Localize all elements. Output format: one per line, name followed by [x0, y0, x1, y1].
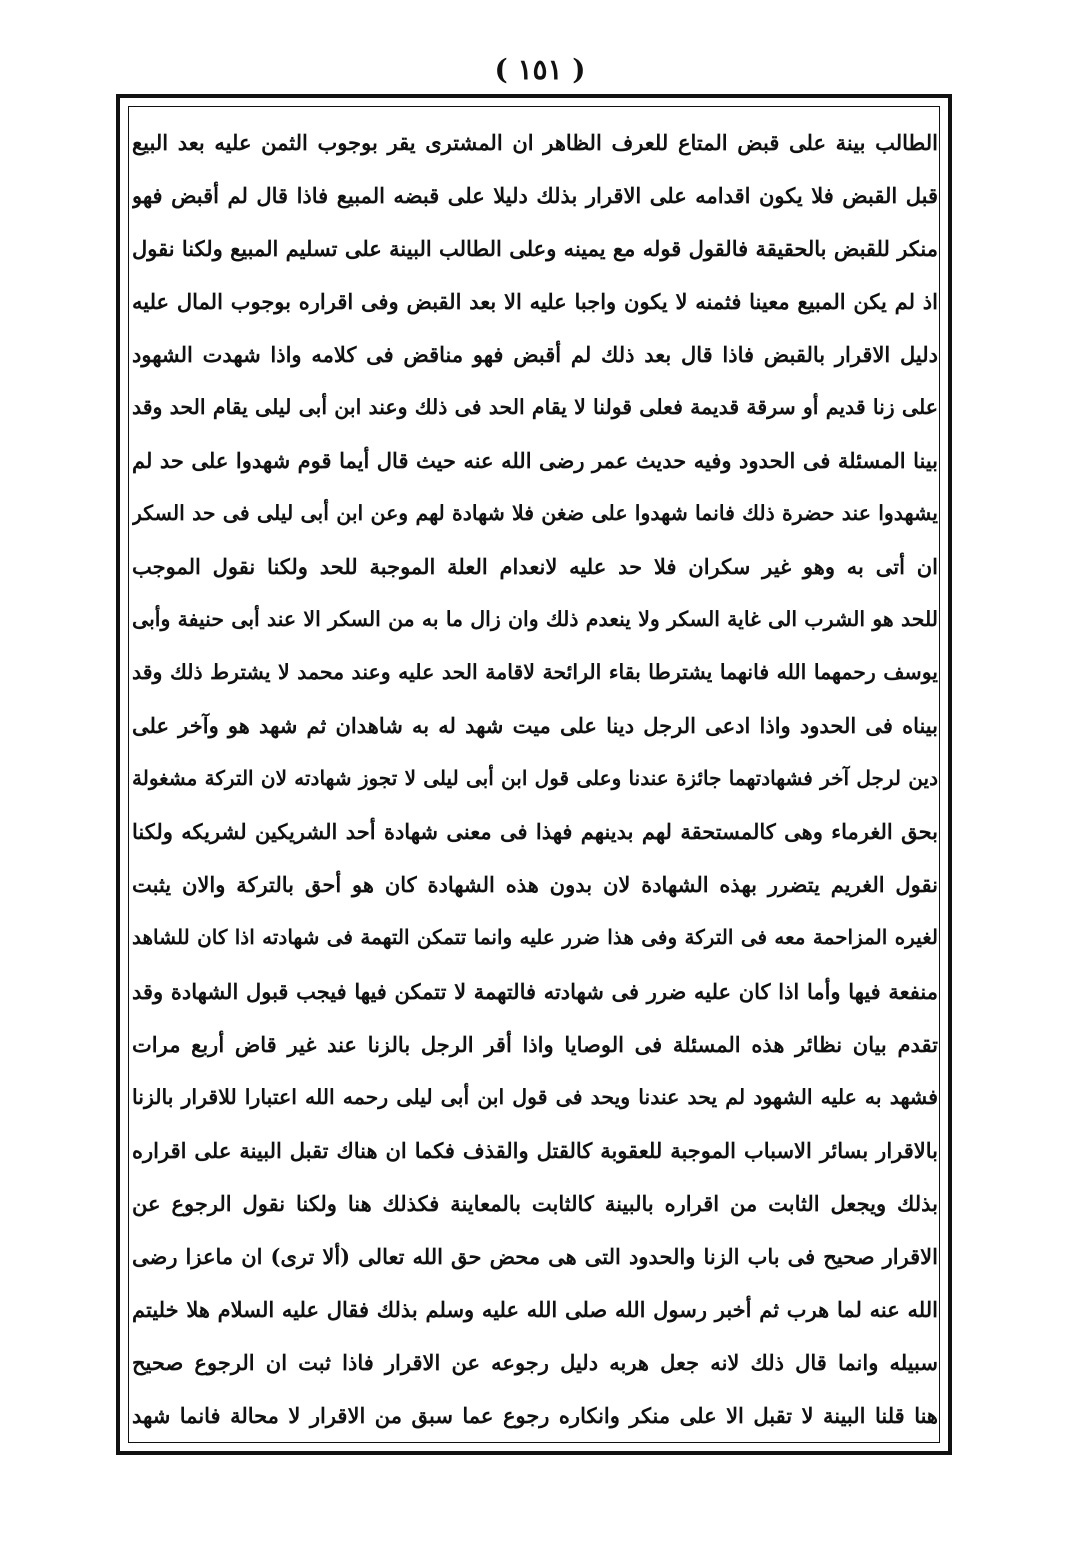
text-line: دين لرجل آخر فشهادتهما جائزة عندنا وعلى قول ابن أبى ليلى لا تجوز شهادته لان التركة مشغولة: [132, 766, 938, 791]
text-line: اذ لم يكن المبيع معينا فثمنه لا يكون واجبا عليه الا بعد القبض وفى اقراره بوجوب المال عليه: [132, 289, 938, 315]
page-number: ( ١٥١ ): [494, 53, 586, 86]
text-line: منكر للقبض بالحقيقة فالقول قوله مع يمينه وعلى الطالب البينة على تسليم المبيع ولكنا نقول: [132, 236, 938, 262]
text-line: قبل القبض فلا يكون اقدامه على الاقرار بذلك دليلا على قبضه المبيع فاذا قال لم أقبض فهو: [132, 183, 938, 209]
text-line: على زنا قديم أو سرقة قديمة فعلى قولنا لا يقام الحد فى ذلك وعند ابن أبى ليلى يقام الحد وقد: [132, 395, 938, 420]
text-line: الاقرار صحيح فى باب الزنا والحدود التى هى محض حق الله تعالى (ألا ترى) ان ماعزا رضى: [132, 1243, 938, 1269]
text-line: فشهد به عليه الشهود لم يحد عندنا ويحد فى قول ابن أبى ليلى رحمه الله اعتبارا للاقرار بالزنا: [132, 1084, 938, 1109]
text-line: تقدم بيان نظائر هذه المسئلة فى الوصايا واذا أقر الرجل بالزنا عند غير قاض أربع مرات: [132, 1031, 938, 1057]
text-line: بينا المسئلة فى الحدود وفيه حديث عمر رضى الله عنه حيث قال أيما قوم شهدوا على حد لم: [132, 448, 938, 474]
text-line: بحق الغرماء وهى كالمستحقة لهم بدينهم فهذا فى معنى شهادة أحد الشريكين لشريكه ولكنا: [132, 819, 938, 845]
text-line: ان أتى به وهو غير سكران فلا حد عليه لانعدام العلة الموجبة للحد ولكنا نقول الموجب: [132, 554, 938, 580]
text-line: بيناه فى الحدود واذا ادعى الرجل دينا على ميت شهد له به شاهدان ثم شهد هو وآخر على: [132, 713, 938, 739]
text-line: منفعة فيها وأما اذا كان عليه ضرر فى شهادته فالتهمة لا تتمكن فيها فيجب قبول الشهادة وقد: [132, 978, 938, 1004]
text-line: الطالب بينة على قبض المتاع للعرف الظاهر ان المشترى يقر بوجوب الثمن عليه بعد البيع: [132, 130, 938, 155]
text-line: بذلك ويجعل الثابت من اقراره بالبينة كالثابت بالمعاينة فكذلك هنا ولكنا نقول الرجوع عن: [132, 1190, 938, 1216]
text-line: يوسف رحمهما الله فانهما يشترطا بقاء الرائحة لاقامة الحد عليه وعند محمد لا يشترط ذلك وقد: [132, 660, 938, 685]
text-line: نقول الغريم يتضرر بهذه الشهادة لان بدون هذه الشهادة كان هو أحق بالتركة والان يثبت: [132, 872, 938, 898]
text-line: بالاقرار بسائر الاسباب الموجبة للعقوبة كالقتل والقذف فكما ان هناك تقبل البينة على اقراره: [132, 1137, 938, 1163]
text-line: الله عنه لما هرب ثم أخبر رسول الله صلى الله عليه وسلم بذلك فقال عليه السلام هلا خليتم: [132, 1296, 938, 1322]
text-line: سبيله وانما قال ذلك لانه جعل هربه دليل رجوعه عن الاقرار فاذا ثبت ان الرجوع صحيح: [132, 1349, 938, 1375]
text-line: للحد هو الشرب الى غاية السكر ولا ينعدم ذلك وان زال ما به من السكر الا عند أبى حنيفة وأبى: [132, 607, 938, 632]
body-text: [132, 116, 938, 1442]
text-line: لغيره المزاحمة معه فى التركة وفى هذا ضرر عليه وانما تتمكن التهمة فى شهادته اذا كان للشاهد: [132, 925, 938, 950]
text-line: دليل الاقرار بالقبض فاذا قال بعد ذلك لم أقبض فهو مناقض فى كلامه واذا شهدت الشهود: [132, 342, 938, 368]
text-line: يشهدوا عند حضرة ذلك فانما شهدوا على ضغن فلا شهادة لهم وعن ابن أبى ليلى فى حد السكر: [132, 501, 938, 526]
text-line: هنا قلنا البينة لا تقبل الا على منكر وانكاره رجوع عما سبق من الاقرار لا محالة فانما شهد: [132, 1402, 938, 1428]
